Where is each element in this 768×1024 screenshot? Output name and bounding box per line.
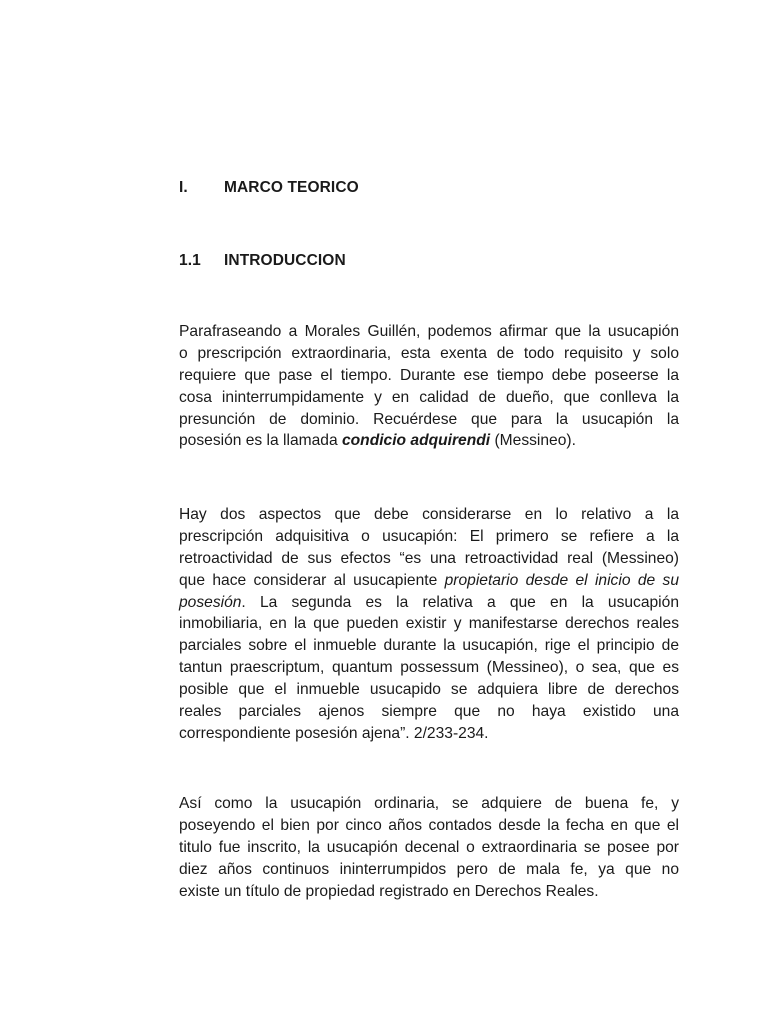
text-line: o prescripción extraordinaria, esta exenta de todo requisito y solo	[179, 344, 679, 362]
text-line: Hay dos aspectos que debe considerarse en lo relativo a la	[179, 506, 679, 523]
text-line: reales parciales ajenos siempre que no haya existido una	[179, 703, 679, 721]
text-line: Así como la usucapión ordinaria, se adquiere de buena fe, y	[179, 795, 679, 812]
text-line: requiere que pase el tiempo. Durante ese tiempo debe poseerse la	[179, 366, 679, 384]
section-number: 1.1	[179, 252, 201, 269]
text-line: Parafraseando a Morales Guillén, podemos afirmar que la usucapión	[179, 323, 679, 340]
text-line: parciales sobre el inmueble durante la usucapión, rige el principio de	[179, 637, 679, 655]
text-line	[179, 592, 679, 614]
text-line: presunción de dominio. Recuérdese que para la usucapión la	[179, 410, 679, 428]
text-line: cosa ininterrumpidamente y en calidad de dueño, que conlleva la	[179, 388, 679, 406]
italic-run: posesión	[179, 593, 242, 611]
text-line	[179, 430, 679, 452]
text-line: retroactividad de sus efectos “es una retroactividad real (Messineo)	[179, 549, 679, 567]
text-line: posible que el inmueble usucapido se adquiera libre de derechos	[179, 681, 679, 699]
paragraph-2	[179, 504, 679, 745]
text-run: . La segunda es la relativa a que en la usucapión	[241, 593, 679, 611]
paragraph-3	[179, 793, 679, 902]
text-line: prescripción adquisitiva o usucapión: El primero se refiere a la	[179, 527, 679, 545]
section-number: I.	[179, 179, 188, 196]
text-line: poseyendo el bien por cinco años contados desde la fecha en que el	[179, 816, 679, 834]
italic-run: propietario desde el inicio de su	[444, 571, 679, 589]
text-line: diez años continuos ininterrumpidos pero de mala fe, ya que no	[179, 860, 679, 878]
text-line: tantun praescriptum, quantum possessum (Messineo), o sea, que es	[179, 659, 679, 677]
section-title: MARCO TEORICO	[224, 179, 359, 196]
text-line: existe un título de propiedad registrado en Derechos Reales.	[179, 882, 599, 900]
text-line: inmobiliaria, en la que pueden existir y manifestarse derechos reales	[179, 615, 679, 633]
section-heading-introduccion	[179, 252, 346, 270]
section-title: INTRODUCCION	[224, 252, 346, 269]
text-run: (Messineo).	[490, 432, 576, 450]
emphasis-term: condicio adquirendi	[341, 432, 491, 450]
paragraph-1	[179, 321, 679, 452]
text-line: correspondiente posesión ajena”. 2/233-234.	[179, 724, 489, 742]
text-line: titulo fue inscrito, la usucapión decenal o extraordinaria se posee por	[179, 838, 679, 856]
text-run: que hace considerar al usucapiente	[179, 571, 445, 589]
text-run: posesión es la llamada	[179, 432, 342, 450]
section-heading-marco-teorico	[179, 179, 359, 197]
text-line	[179, 570, 679, 592]
